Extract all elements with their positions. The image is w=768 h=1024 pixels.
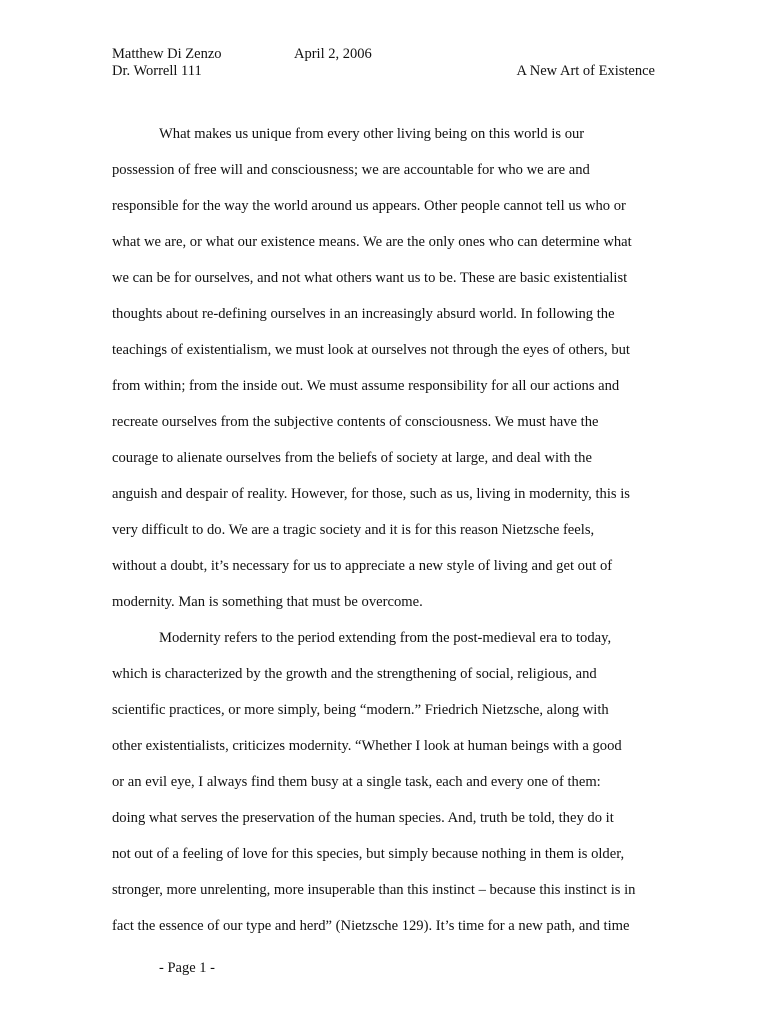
text-line: teachings of existentialism, we must look at ourselves not through the eyes of others, but (112, 342, 630, 358)
text-line: modernity. Man is something that must be overcome. (112, 594, 423, 610)
text-line: possession of free will and consciousness; we are accountable for who we are and (112, 162, 590, 178)
text-line: What makes us unique from every other living being on this world is our (159, 126, 585, 142)
text-line: courage to alienate ourselves from the beliefs of society at large, and deal with the (112, 450, 592, 466)
text-line: stronger, more unrelenting, more insuperable than this instinct – because this instinct is in (112, 882, 636, 898)
text-line: Modernity refers to the period extending from the post-medieval era to today, (159, 630, 612, 646)
page-header (112, 46, 655, 80)
text-line: what we are, or what our existence means. We are the only ones who can determine what (112, 234, 632, 250)
paragraph (112, 620, 657, 944)
text-line: which is characterized by the growth and the strengthening of social, religious, and (112, 666, 597, 682)
text-line: not out of a feeling of love for this species, but simply because nothing in them is older, (112, 846, 625, 862)
text-line: responsible for the way the world around us appears. Other people cannot tell us who or (112, 198, 626, 214)
essay-title: A New Art of Existence (516, 63, 655, 79)
text-line: fact the essence of our type and herd” (Nietzsche 129). It’s time for a new path, and time (112, 918, 630, 934)
text-line: other existentialists, criticizes modernity. “Whether I look at human beings with a good (112, 738, 622, 754)
page-number: - Page 1 - (159, 960, 215, 976)
text-line: thoughts about re-defining ourselves in an increasingly absurd world. In following the (112, 306, 615, 322)
author-name: Matthew Di Zenzo (112, 46, 222, 62)
text-line: from within; from the inside out. We must assume responsibility for all our actions and (112, 378, 620, 394)
header-row-1 (112, 46, 655, 63)
text-line: recreate ourselves from the subjective contents of consciousness. We must have the (112, 414, 599, 430)
course-name: Dr. Worrell 111 (112, 63, 202, 79)
header-row-2 (112, 63, 655, 80)
essay-date: April 2, 2006 (294, 46, 372, 62)
text-line: doing what serves the preservation of the human species. And, truth be told, they do it (112, 810, 614, 826)
text-line: we can be for ourselves, and not what others want us to be. These are basic existentialist (112, 270, 628, 286)
text-line: without a doubt, it’s necessary for us to appreciate a new style of living and get out of (112, 558, 613, 574)
text-line: anguish and despair of reality. However, for those, such as us, living in modernity, this is (112, 486, 630, 502)
text-line: or an evil eye, I always find them busy at a single task, each and every one of them: (112, 774, 601, 790)
page-footer (159, 959, 215, 977)
paragraph (112, 116, 657, 620)
essay-body (112, 116, 657, 944)
text-line: very difficult to do. We are a tragic society and it is for this reason Nietzsche feels, (112, 522, 595, 538)
text-line: scientific practices, or more simply, being “modern.” Friedrich Nietzsche, along with (112, 702, 609, 718)
